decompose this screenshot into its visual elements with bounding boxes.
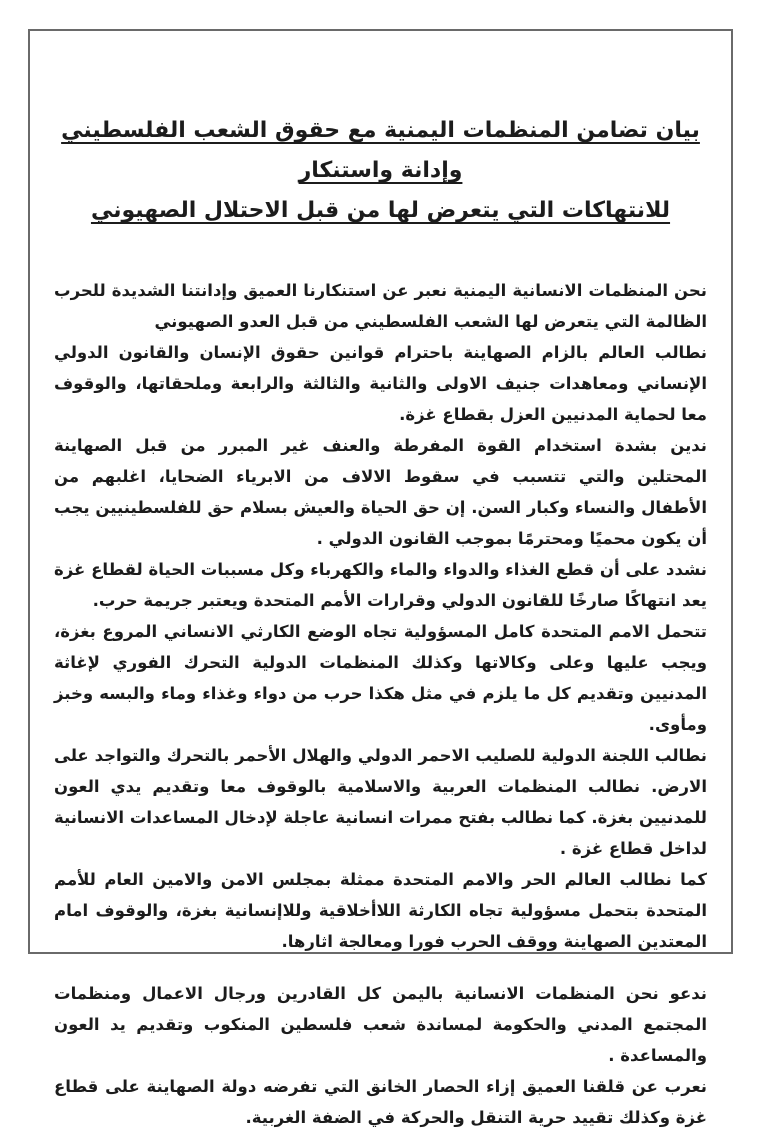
paragraph-call-to-yemenis: ندعو نحن المنظمات الانسانية باليمن كل القادرين ورجال الاعمال ومنظمات المجتمع المدني والحكومة لمساندة شعب فلسطين المنكوب وتقديم يد العون والمساعدة . — [54, 984, 707, 1065]
paragraph-un-responsibility: تتحمل الامم المتحدة كامل المسؤولية تجاه الوضع الكارثي الانساني المروع بغزة، ويجب عليها وعلى وكالاتها وكذلك المنظمات الدولية التحرك الفوري لإغاثة المدنيين وتقديم كل ما يلزم في مثل هكذا حرب من دواء وغذاء وماء والبسه وخبز ومأوى. — [54, 622, 707, 734]
paragraph-condemn-force: ندين بشدة استخدام القوة المفرطة والعنف غير المبرر من قبل الصهاينة المحتلين والتي تتسبب في سقوط الالاف من الابرياء الضحايا، اغلبهم من الأطفال والنساء وكبار السن. إن حق الحياة والعيش بسلام حق للفلسطينيين يجب أن يكون محميًا ومحترمًا بموجب القانون الدولي . — [54, 436, 707, 548]
paragraph-free-world-security-council: كما نطالب العالم الحر والامم المتحدة ممثلة بمجلس الامن والامين العام للأمم المتحدة بتحمل مسؤولية تجاه الكارثة اللاأخلاقية وللاإنسانية بغزة، والوقوف امام المعتدين الصهاينة ووقف الحرب فورا ومعالجة اثارها. — [54, 870, 707, 951]
document-title — [54, 111, 707, 231]
document-body — [54, 275, 707, 1133]
paragraph-demand-respect-law: نطالب العالم بالزام الصهاينة باحترام قوانين حقوق الإنسان والقانون الدولي الإنساني ومعاهدات جنيف الاولى والثانية والثالثة والرابعة وملحقاتها، والوقوف معا لحماية المدنيين العزل بقطاع غزة. — [54, 343, 707, 424]
paragraph-solidarity-intro: نحن المنظمات الانسانية اليمنية نعبر عن استنكارنا العميق وإدانتنا الشديدة للحرب الظالمة التي يتعرض لها الشعب الفلسطيني من قبل العدو الصهيوني — [54, 281, 707, 331]
paragraph-concern-blockade: نعرب عن قلقنا العميق إزاء الحصار الخانق التي تفرضه دولة الصهاينة على قطاع غزة وكذلك تقييد حرية التنقل والحركة في الضفة الغربية. — [54, 1077, 707, 1127]
paragraph-red-cross-crescent: نطالب اللجنة الدولية للصليب الاحمر الدولي والهلال الأحمر بالتحرك والتواجد على الارض. نطالب المنظمات العربية والاسلامية بالوقوف معا وتقديم يدي العون للمدنيين بغزة. كما نطالب بفتح ممرات انسانية عاجلة لإدخال المساعدات الانسانية لداخل قطاع غزة . — [54, 746, 707, 858]
document-content — [30, 31, 731, 1133]
paragraph-cutting-supplies-war-crime: نشدد على أن قطع الغذاء والدواء والماء والكهرباء وكل مسببات الحياة لقطاع غزة يعد انتهاكًا صارخًا للقانون الدولي وقرارات الأمم المتحدة ويعتبر جريمة حرب. — [54, 560, 707, 610]
title-line-1: بيان تضامن المنظمات اليمنية مع حقوق الشعب الفلسطيني وإدانة واستنكار — [61, 118, 700, 183]
title-line-2: للانتهاكات التي يتعرض لها من قبل الاحتلال الصهيوني — [90, 198, 671, 223]
page-border-frame — [28, 29, 733, 1127]
